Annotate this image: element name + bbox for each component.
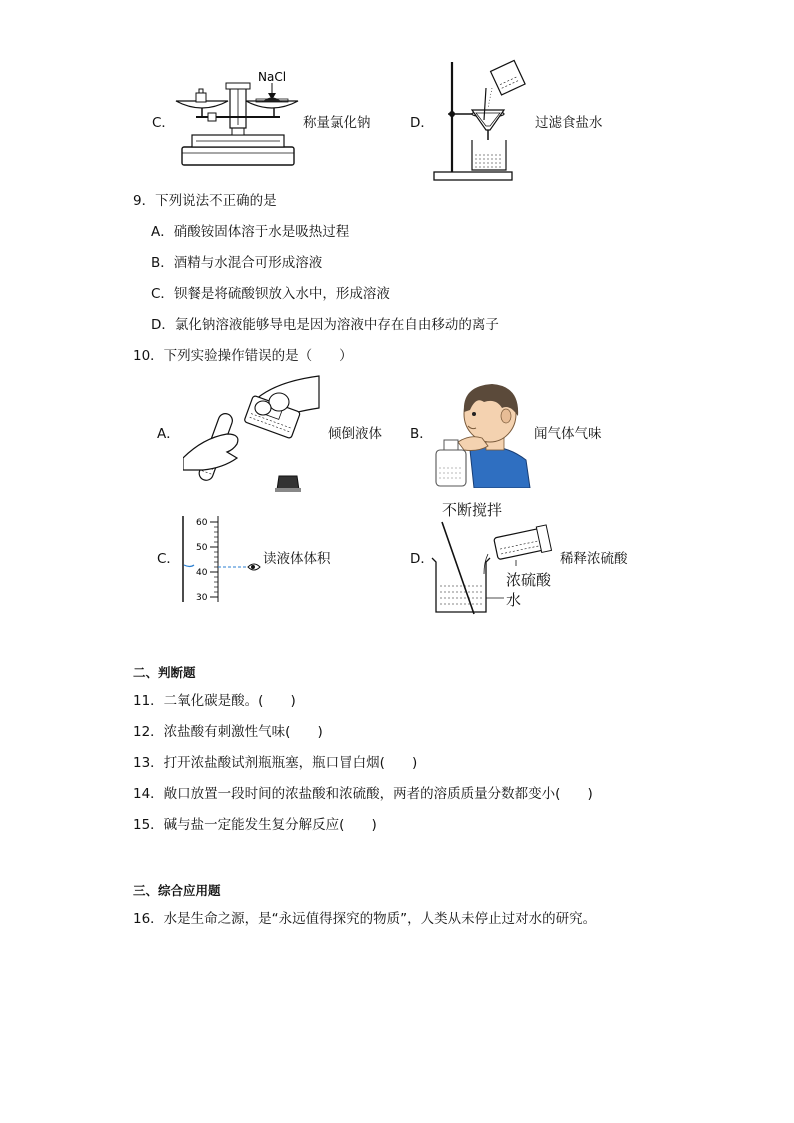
q8-option-d-letter: D． [410, 115, 434, 131]
tick-label-30: 30 [196, 593, 208, 603]
q9-option-b: B．酒精与水混合可形成溶液 [151, 255, 323, 271]
q8-option-c-letter: C． [152, 115, 175, 131]
q10-option-a-letter: A． [157, 426, 180, 442]
smelling-gas-figure [430, 380, 534, 488]
section2-title: 二、判断题 [133, 665, 196, 680]
dilution-figure [428, 518, 558, 618]
tick-label-50: 50 [196, 543, 208, 553]
graduated-cylinder-figure [180, 512, 264, 604]
q15: 15．碱与盐一定能发生复分解反应( ) [133, 817, 377, 833]
nacl-label: NaCl [258, 70, 287, 84]
balance-scale-figure [172, 65, 300, 177]
q10-option-b-caption: 闻气体气味 [534, 426, 602, 442]
q10-option-d-letter: D． [410, 551, 434, 567]
q8-option-c-caption: 称量氯化钠 [303, 115, 371, 131]
filtration-figure [428, 58, 528, 184]
stir-label: 不断搅拌 [442, 501, 503, 519]
q14: 14．敞口放置一段时间的浓盐酸和浓硫酸，两者的溶质质量分数都变小( ) [133, 786, 593, 802]
q10-option-a-caption: 倾倒液体 [328, 426, 382, 442]
q8-option-d-caption: 过滤食盐水 [535, 115, 603, 131]
q10-option-d-caption: 稀释浓硫酸 [560, 551, 628, 567]
q10-option-c-caption: 读液体体积 [263, 551, 331, 567]
q10-stem: 10．下列实验操作错误的是（ ） [133, 348, 353, 364]
water-label: 水 [506, 591, 522, 609]
tick-label-40: 40 [196, 568, 208, 578]
q9-stem: 9．下列说法不正确的是 [133, 193, 277, 209]
q9-option-a: A．硝酸铵固体溶于水是吸热过程 [151, 224, 350, 240]
q9-option-d: D．氯化钠溶液能够导电是因为溶液中存在自由移动的离子 [151, 317, 499, 333]
acid-label: 浓硫酸 [506, 571, 552, 589]
pouring-liquid-figure [183, 372, 323, 496]
q13: 13．打开浓盐酸试剂瓶瓶塞，瓶口冒白烟( ) [133, 755, 418, 771]
q12: 12．浓盐酸有刺激性气味( ) [133, 724, 323, 740]
q9-option-c: C．钡餐是将硫酸钡放入水中，形成溶液 [151, 286, 390, 302]
q10-option-c-letter: C． [157, 551, 180, 567]
tick-label-60: 60 [196, 518, 208, 528]
q11: 11．二氧化碳是酸。( ) [133, 693, 296, 709]
q10-option-b-letter: B． [410, 426, 433, 442]
q16: 16．水是生命之源，是“永远值得探究的物质”，人类从未停止过对水的研究。 [133, 911, 597, 927]
section3-title: 三、综合应用题 [133, 883, 221, 898]
